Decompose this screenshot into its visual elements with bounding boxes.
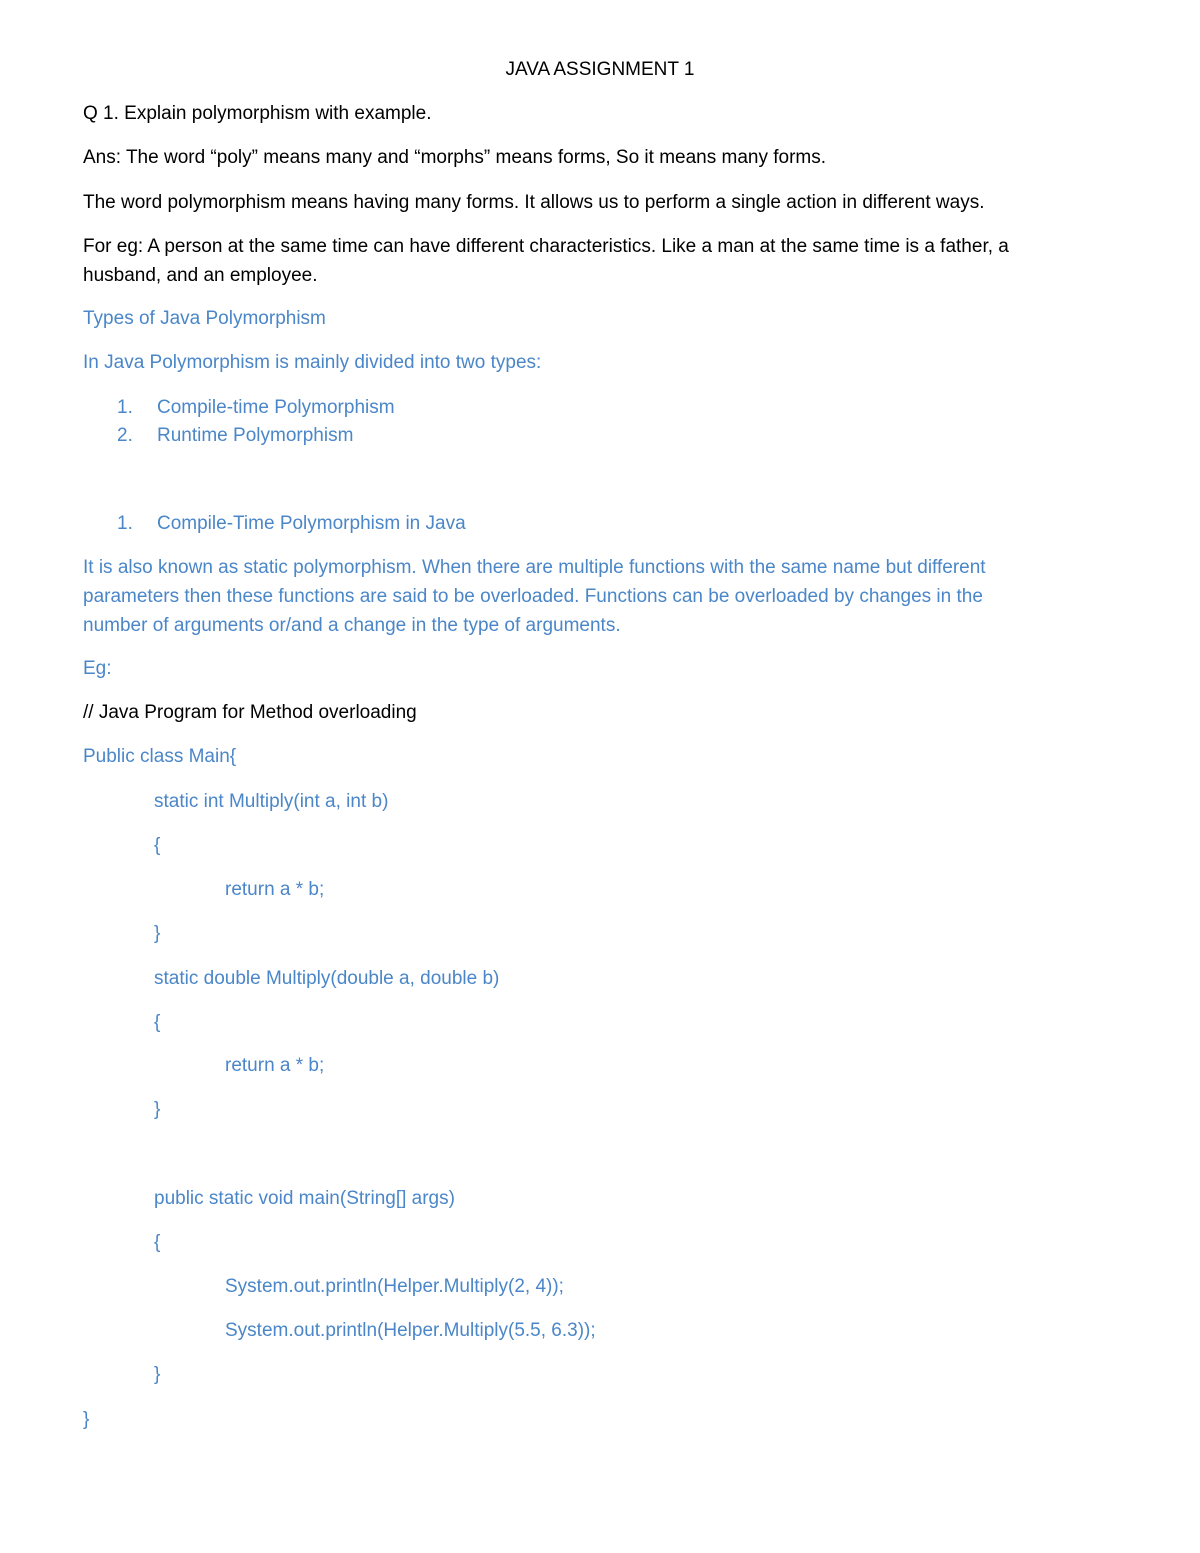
example-text-line: For eg: A person at the same time can have different characteristics. Like a man at the same time is a father, a <box>83 236 1009 257</box>
section-heading-label: Compile-Time Polymorphism in Java <box>157 513 466 534</box>
code-line: } <box>83 1409 90 1430</box>
section-heading-number: 1. <box>117 513 133 534</box>
list-item-label: Runtime Polymorphism <box>157 425 354 446</box>
code-line: { <box>154 1012 161 1033</box>
list-item-number: 2. <box>117 425 133 446</box>
code-line: public static void main(String[] args) <box>154 1188 455 1209</box>
code-line: static int Multiply(int a, int b) <box>154 791 389 812</box>
document-title: JAVA ASSIGNMENT 1 <box>505 59 695 80</box>
list-item-number: 1. <box>117 397 133 418</box>
code-line: static double Multiply(double a, double b) <box>154 968 500 989</box>
eg-label: Eg: <box>83 658 112 679</box>
code-line: { <box>154 835 161 856</box>
section-paragraph-line: parameters then these functions are said to be overloaded. Functions can be overloaded by changes in the <box>83 586 983 607</box>
definition-text: The word polymorphism means having many forms. It allows us to perform a single action in different ways. <box>83 192 985 213</box>
section-paragraph-line: It is also known as static polymorphism. When there are multiple functions with the same name but different <box>83 557 986 578</box>
code-line: } <box>154 923 161 944</box>
section-paragraph-line: number of arguments or/and a change in the type of arguments. <box>83 615 621 636</box>
answer-text: Ans: The word “poly” means many and “morphs” means forms, So it means many forms. <box>83 147 827 168</box>
code-comment: // Java Program for Method overloading <box>83 702 417 723</box>
list-item <box>117 393 395 422</box>
code-line: } <box>154 1364 161 1385</box>
question-text: Q 1. Explain polymorphism with example. <box>83 103 432 124</box>
list-item <box>117 421 353 450</box>
section-heading <box>117 509 466 538</box>
example-text-line: husband, and an employee. <box>83 265 318 286</box>
code-line: System.out.println(Helper.Multiply(5.5, 6.3)); <box>225 1320 596 1341</box>
code-line: } <box>154 1099 161 1120</box>
code-line: { <box>154 1232 161 1253</box>
code-line: return a * b; <box>225 879 325 900</box>
types-intro: In Java Polymorphism is mainly divided into two types: <box>83 352 542 373</box>
list-item-label: Compile-time Polymorphism <box>157 397 395 418</box>
types-heading: Types of Java Polymorphism <box>83 308 326 329</box>
code-line: Public class Main{ <box>83 746 237 767</box>
code-line: return a * b; <box>225 1055 325 1076</box>
code-line: System.out.println(Helper.Multiply(2, 4)); <box>225 1276 564 1297</box>
